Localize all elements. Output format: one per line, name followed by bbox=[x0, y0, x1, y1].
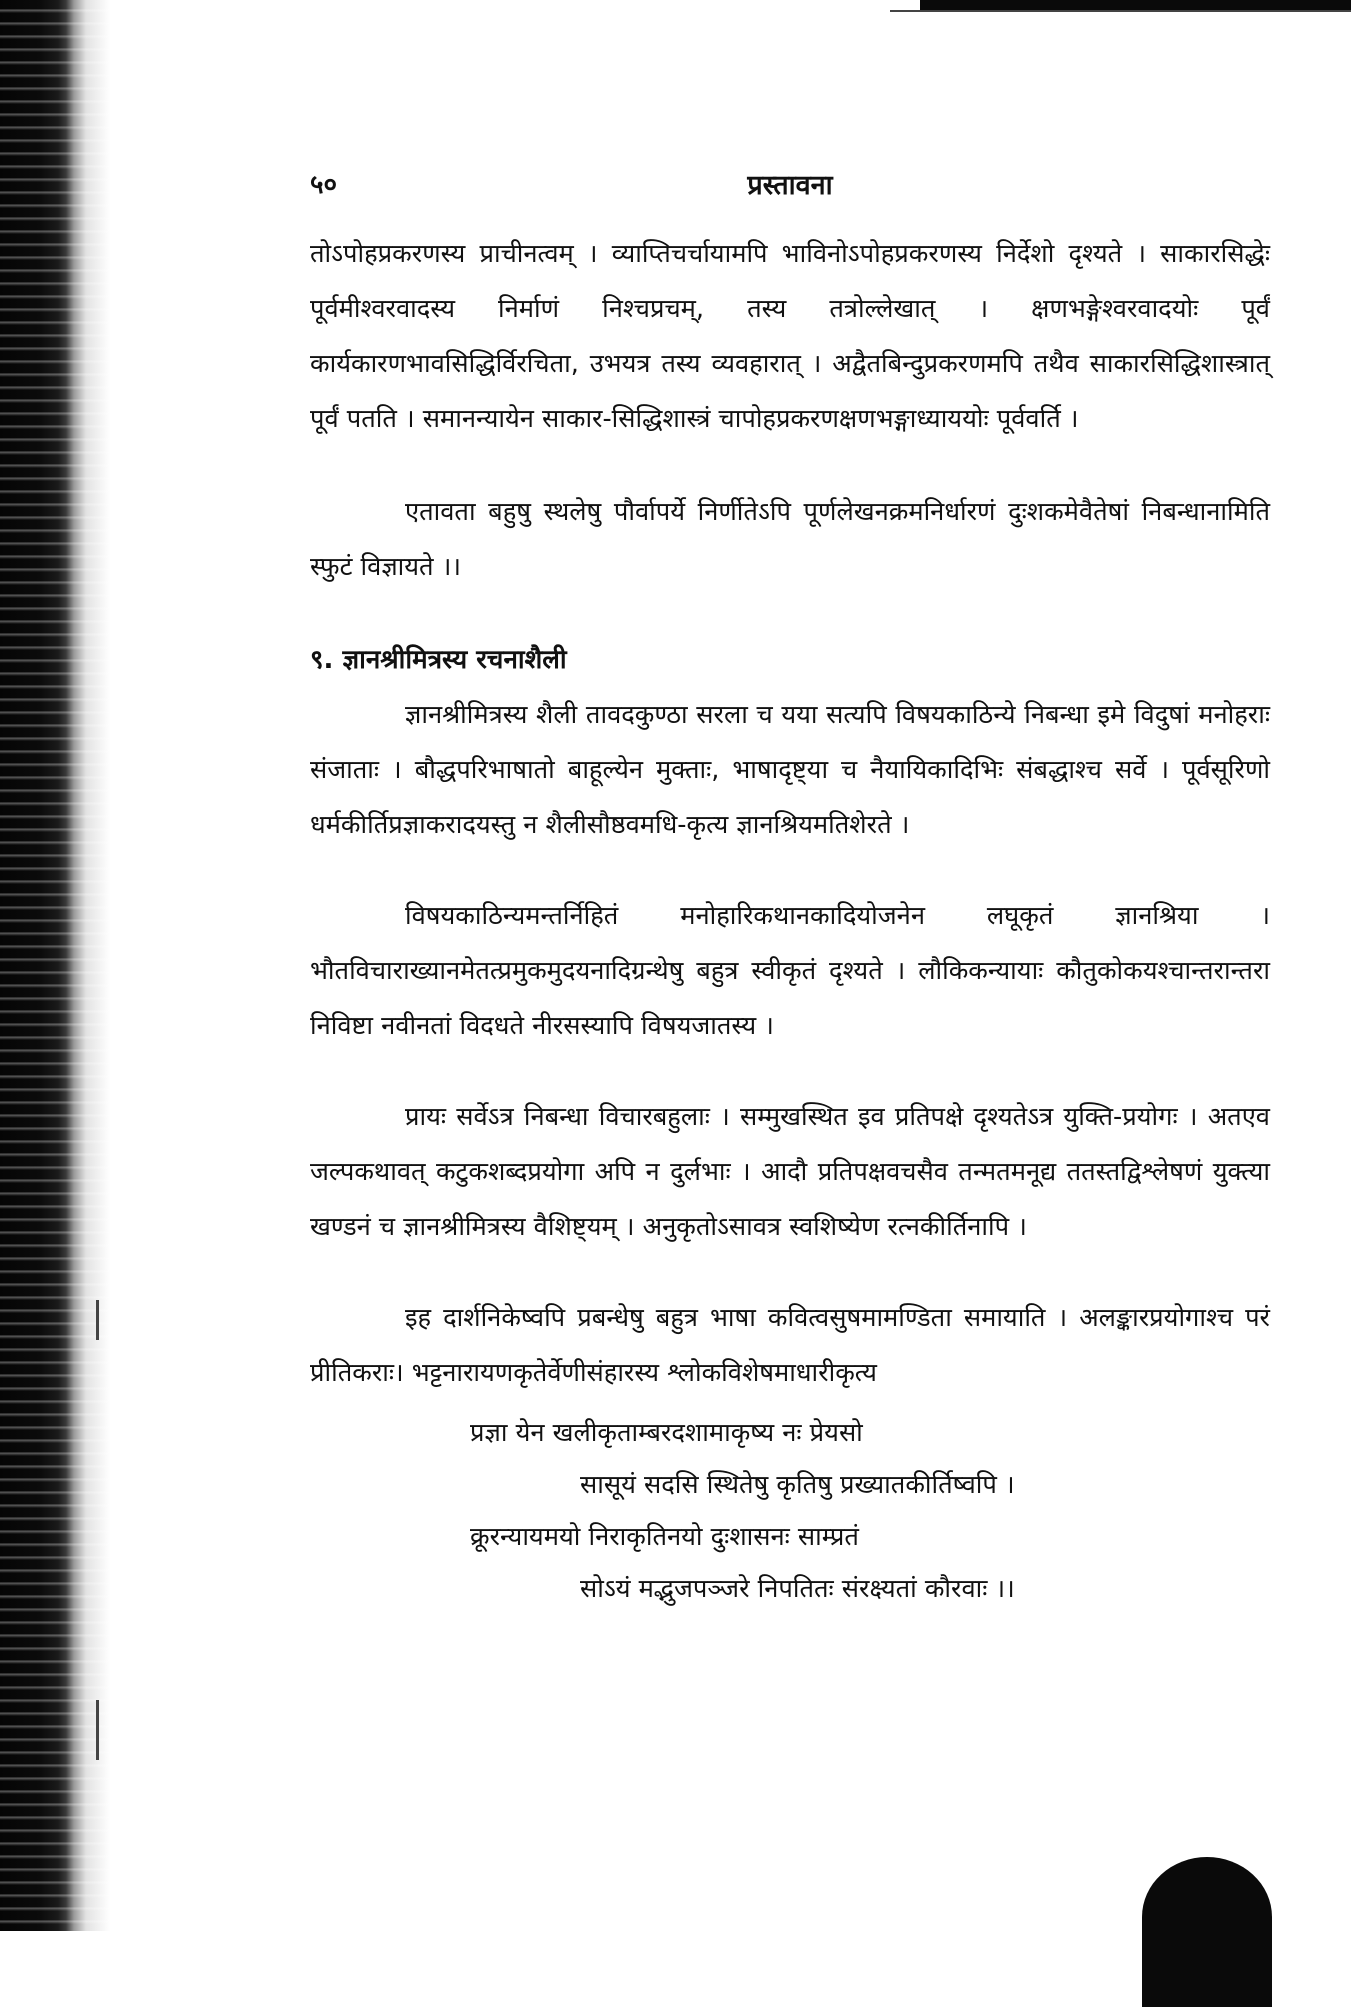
verse-block bbox=[310, 1407, 1270, 1615]
verse-line: क्रूरन्यायमयो निराकृतिनयो दुःशासनः साम्प्रतं bbox=[470, 1522, 859, 1552]
scan-speck bbox=[96, 1700, 99, 1760]
running-title: प्रस्तावना bbox=[747, 170, 833, 201]
page-number: ५० bbox=[310, 170, 338, 200]
paragraph: इह दार्शनिकेष्वपि प्रबन्धेषु बहुत्र भाषा कवित्वसुषमामण्डिता समायाति । अलङ्कारप्रयोगाश्च परं प्रीतिकराः। भट्टनारायणकृतेर्वेणीसंहारस्य श्लोकविशेषमाधारीकृत्य bbox=[310, 1303, 1270, 1388]
paragraph: विषयकाठिन्यमन्तर्निहितं मनोहारिकथानकादियोजनेन लघूकृतं ज्ञानश्रिया । भौतविचाराख्यानमेतत्प्रमुकमुदयनादिग्रन्थेषु बहुत्र स्वीकृतं दृश्यते । लौकिकन्यायाः कौतुकोकयश्चान्तरान्तरा निविष्टा नवीनतां विदधते नीरसस्यापि विषयजातस्य । bbox=[310, 901, 1270, 1041]
document-page bbox=[310, 165, 1270, 1615]
page-header bbox=[310, 165, 1270, 209]
paragraph: ज्ञानश्रीमित्रस्य शैली तावदकुण्ठा सरला च यया सत्यपि विषयकाठिन्ये निबन्धा इमे विदुषां मनोहराः संजाताः । बौद्धपरिभाषातो बाहूल्येन मुक्ताः, भाषादृष्ट्या च नैयायिकादिभिः संबद्धाश्च सर्वे । पूर्वसूरिणो धर्मकीर्तिप्रज्ञाकरादयस्तु न शैलीसौष्ठवमधि-कृत्य ज्ञानश्रियमतिशेरते । bbox=[310, 700, 1270, 840]
verse-line: सासूयं सदसि स्थितेषु कृतिषु प्रख्यातकीर्तिष्वपि । bbox=[580, 1470, 1015, 1500]
scan-ink-blot bbox=[1142, 1857, 1272, 2007]
scan-binding-edge bbox=[0, 0, 110, 1931]
section-heading: ९. ज्ञानश्रीमित्रस्य रचनाशैली bbox=[310, 645, 567, 675]
paragraph: तोऽपोहप्रकरणस्य प्राचीनत्वम् । व्याप्तिचर्चायामपि भाविनोऽपोहप्रकरणस्य निर्देशो दृश्यते । साकारसिद्धेः पूर्वमीश्वरवादस्य निर्माणं निश्चप्रचम्, तस्य तत्रोल्लेखात् । क्षणभङ्गेश्वरवादयोः पूर्वं कार्यकारणभावसिद्धिर्विरचिता, उभयत्र तस्य व्यवहारात् । अद्वैतबिन्दुप्रकरणमपि तथैव साकारसिद्धिशास्त्रात् पूर्वं पतति । समानन्यायेन साकार-सिद्धिशास्त्रं चापोहप्रकरणक्षणभङ्गाध्याययोः पूर्ववर्ति । bbox=[310, 239, 1270, 434]
verse-line: सोऽयं मद्भुजपञ्जरे निपतितः संरक्ष्यतां कौरवाः ।। bbox=[580, 1574, 1015, 1604]
paragraph: एतावता बहुषु स्थलेषु पौर्वापर्ये निर्णीतेऽपि पूर्णलेखनक्रमनिर्धारणं दुःशकमेवैतेषां निबन्धानामिति स्फुटं विज्ञायते ।। bbox=[310, 497, 1270, 582]
scan-top-edge-line bbox=[890, 10, 1351, 12]
verse-line: प्रज्ञा येन खलीकृताम्बरदशामाकृष्य नः प्रेयसो bbox=[470, 1418, 863, 1448]
scan-speck bbox=[96, 1300, 99, 1340]
paragraph: प्रायः सर्वेऽत्र निबन्धा विचारबहुलाः । सम्मुखस्थित इव प्रतिपक्षे दृश्यतेऽत्र युक्ति-प्रयोगः । अतएव जल्पकथावत् कटुकशब्दप्रयोगा अपि न दुर्लभाः । आदौ प्रतिपक्षवचसैव तन्मतमनूद्य ततस्तद्विश्लेषणं युक्त्या खण्डनं च ज्ञानश्रीमित्रस्य वैशिष्ट्यम् । अनुकृतोऽसावत्र स्वशिष्येण रत्नकीर्तिनापि । bbox=[310, 1102, 1270, 1242]
